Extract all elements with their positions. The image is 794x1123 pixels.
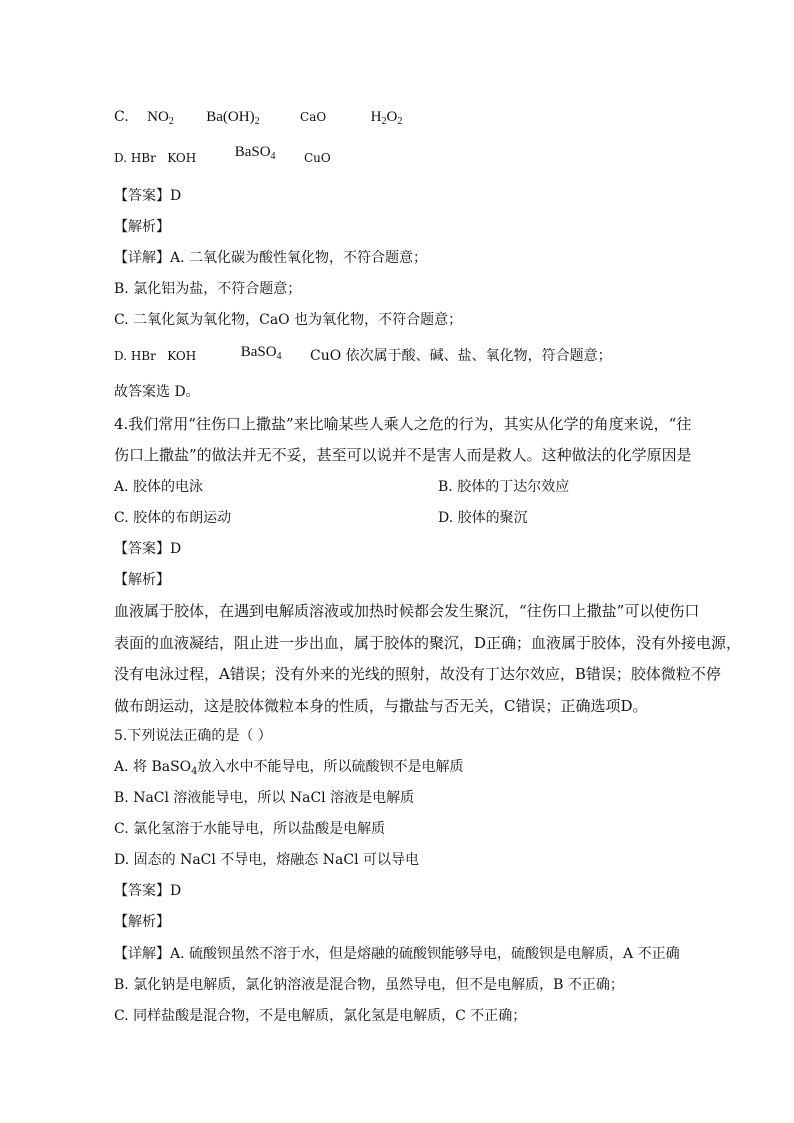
q5-stem: 5.下列说法正确的是（ ） [114,728,272,744]
q5-detail-c: C. 同样盐酸是混合物，不是电解质，氯化氢是电解质，C 不正确； [114,1008,527,1024]
q5-option-c: C. 氯化氢溶于水能导电，所以盐酸是电解质 [114,821,386,837]
q5-detail-b: B. 氯化钠是电解质，氯化钠溶液是混合物，虽然导电，但不是电解质，B 不正确； [114,977,624,993]
q4-explanation-line2: 表面的血液凝结，阻止进一步出血，属于胶体的聚沉，D正确；血液属于胶体，没有外接电源， [114,634,742,652]
formula-cuo: CuO [303,151,331,165]
q3-answer: 【答案】D [114,188,182,204]
q5-option-b: B. NaCl 溶液能导电，所以 NaCl 溶液是电解质 [114,790,415,806]
q4-stem-line1: 4.我们常用“往伤口上撒盐”来比喻某些人乘人之危的行为，其实从化学的角度来说，“往 [114,415,692,433]
q5-option-a: A. 将 BaSO$_4$放入水中不能导电，所以硫酸钡不是电解质 [114,759,464,777]
q4-option-b: B. 胶体的丁达尔效应 [438,479,570,495]
q3-analysis-heading: 【解析】 [114,219,170,235]
q4-stem-line2: 伤口上撒盐”的做法并无不妥，甚至可以说并不是害人而是救人。这种做法的化学原因是 [114,446,692,464]
option-text: D. HBr KOH [114,151,197,165]
q5-answer: 【答案】D [114,883,182,899]
formula-baso4: BaSO$_4$ [240,344,282,362]
q4-analysis-heading: 【解析】 [114,572,170,588]
q4-answer: 【答案】D [114,541,182,557]
q4-option-a: A. 胶体的电泳 [114,479,204,495]
formula-baoh2: $Ba(OH)_2$ [206,109,260,127]
q4-option-d: D. 胶体的聚沉 [438,510,528,526]
q4-explanation-line4: 做布朗运动，这是胶体微粒本身的性质，与撒盐与否无关，C错误；正确选项D。 [114,697,648,715]
q5-detail-a: 【详解】A. 硫酸钡虽然不溶于水，但是熔融的硫酸钡能够导电，硫酸钡是电解质，A 不正确 [114,946,680,962]
q3-detail-d: D. HBr KOH BaSO$_4$ CuO 依次属于酸、碱、盐、氧化物，符合题意； [114,344,612,364]
q5-option-d: D. 固态的 NaCl 不导电，熔融态 NaCl 可以导电 [114,852,419,868]
formula-no2: $NO_2$ [147,109,174,127]
q5-analysis-heading: 【解析】 [114,914,170,930]
q4-explanation-line1: 血液属于胶体，在遇到电解质溶液或加热时候都会发生聚沉，“往伤口上撒盐”可以使伤口 [114,602,700,620]
formula-cao: CaO [300,110,327,124]
q3-detail-b: B. 氯化铝为盐，不符合题意； [114,281,302,297]
q3-conclusion: 故答案选 D。 [114,384,200,400]
q3-option-d [114,144,331,173]
formula-baso4: BaSO$_4$ [234,144,276,162]
formula-h2o2: $H_2O_2$ [370,109,403,127]
q3-option-c [114,107,402,132]
q4-explanation-line3: 没有电泳过程，A错误；没有外来的光线的照射，故没有丁达尔效应，B错误；胶体微粒不停 [114,665,721,683]
q3-detail-c: C. 二氧化氮为氧化物，CaO 也为氧化物，不符合题意； [114,312,463,328]
option-label: C. [114,109,129,125]
q3-detail-a: 【详解】A. 二氧化碳为酸性氧化物，不符合题意； [114,250,428,266]
q4-option-c: C. 胶体的布朗运动 [114,510,232,526]
